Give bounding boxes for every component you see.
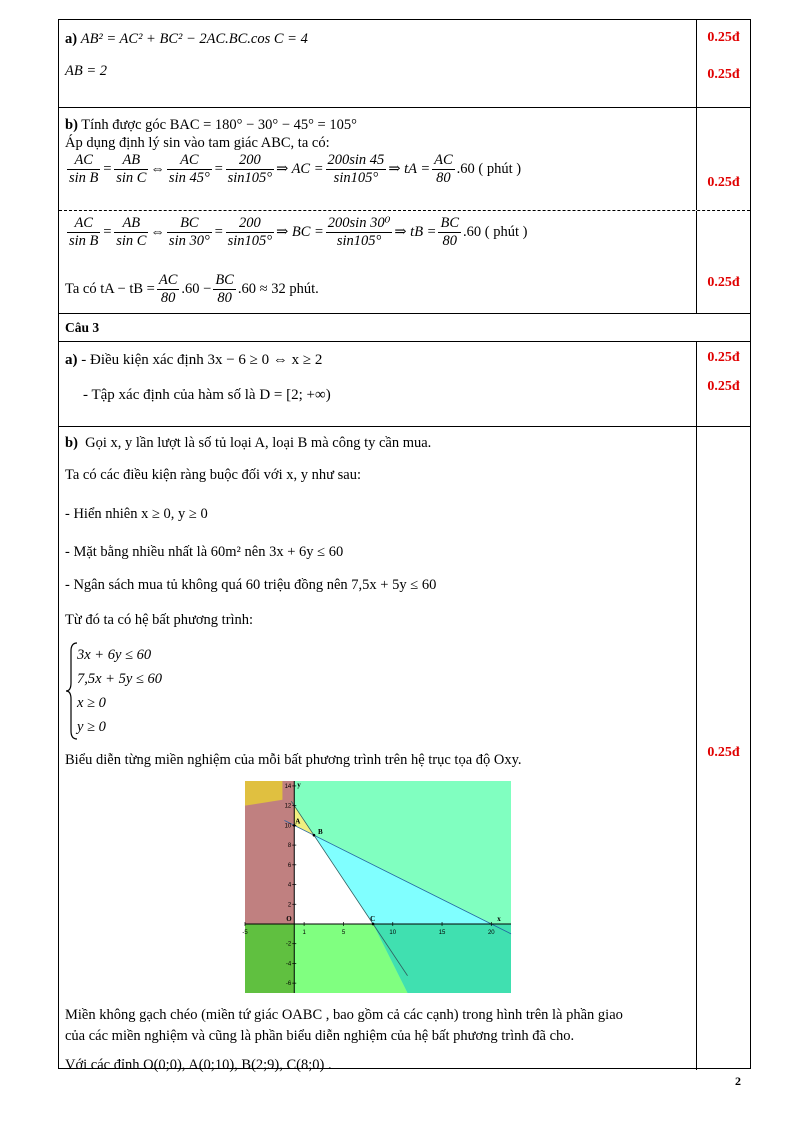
conclusion-line-1: Miền không gạch chéo (miền tứ giác OABC , bao gồm cả các cạnh) trong hình trên là phần giao — [65, 1007, 623, 1023]
row-cau3-a — [59, 342, 750, 427]
y-tick-label: 2 — [287, 902, 292, 909]
origin-label: O — [286, 914, 292, 923]
cosine-rule-eq: AB² = AC² + BC² − 2AC.BC.cos C = 4 — [80, 31, 308, 47]
sine-rule-intro: Áp dụng định lý sin vào tam giác ABC, ta có: — [65, 135, 330, 151]
page-number: 2 — [735, 1074, 741, 1088]
x-axis-label: x — [497, 914, 501, 923]
angle-bac-line: Tính được góc BAC = 180° − 30° − 45° = 105° — [81, 117, 357, 133]
question-3-title: Câu 3 — [65, 320, 100, 335]
x-tick-label: 10 — [389, 929, 397, 936]
conclusion-line-2: của các miền nghiệm và cũng là phần biểu diễn nghiệm của hệ bất phương trình đã cho. — [65, 1028, 575, 1044]
vertices-line: Với các đỉnh O(0;0), A(0;10), B(2;9), C(8;0) . — [65, 1057, 332, 1073]
y-tick-label: 10 — [284, 823, 292, 830]
vertex-label-A: A — [295, 817, 301, 826]
score-6: 0.25đ — [707, 379, 740, 394]
vertex-label-C: C — [370, 914, 376, 923]
y-tick-label: -2 — [285, 941, 292, 948]
score-3: 0.25đ — [707, 175, 740, 190]
y-axis-label: y — [297, 780, 301, 789]
x-tick-label: 5 — [341, 929, 346, 936]
constraint-budget: - Ngân sách mua tủ không quá 60 triệu đồng nên 7,5x + 5y ≤ 60 — [65, 577, 437, 593]
score-7: 0.25đ — [707, 745, 740, 760]
sine-rule-eq-1: $\frac{AC}{\text{sin B}}$ = $\frac{AB}{\text{sin C}}$ ⇔ $\frac{AC}{\sin 45^\circ}$ = $\frac{200}{\sin 105^\circ}$ ⇒ AC = $\frac{200\sin 45}{\sin 105^\circ}$ ⇒ tA = $\frac{AC}{80}$ .60 ( phút ) — [69, 152, 522, 186]
vertex-B — [313, 834, 316, 837]
constraint-nonneg: - Hiển nhiên x ≥ 0, y ≥ 0 — [65, 506, 208, 522]
row-cau3-title — [59, 314, 750, 342]
domain-condition: - Điều kiện xác định 3x − 6 ≥ 0 ⇔ x ≥ 2 — [77, 352, 323, 368]
y-tick-label: 6 — [287, 862, 292, 869]
row-cau3-b — [59, 427, 750, 1073]
row-part-b1 — [59, 108, 750, 211]
score-4: 0.25đ — [707, 275, 740, 290]
answer-table — [58, 19, 751, 1073]
feasible-region-plot — [242, 780, 511, 993]
y-tick-label: 8 — [287, 843, 292, 850]
x-tick-label: 20 — [487, 929, 495, 936]
x-tick-label: 15 — [438, 929, 446, 936]
y-tick-label: 4 — [287, 882, 292, 889]
score-1: 0.25đ — [707, 30, 740, 45]
system-eq-3: x ≥ 0 — [77, 695, 106, 711]
domain-result: - Tập xác định của hàm số là D = [2; +∞) — [83, 387, 331, 403]
system-eq-2: 7,5x + 5y ≤ 60 — [77, 671, 162, 687]
y-tick-label: -6 — [285, 981, 292, 988]
system-eq-1: 3x + 6y ≤ 60 — [77, 647, 152, 663]
time-difference-eq: Ta có tA − tB = $\frac{AC}{80}$ .60 − $\frac{BC}{80}$ .60 ≈ 32 phút. — [65, 272, 319, 306]
score-2: 0.25đ — [707, 67, 740, 82]
vertex-label-B: B — [317, 828, 323, 837]
y-tick-label: -4 — [285, 961, 292, 968]
variables-intro: Gọi x, y lần lượt là số tủ loại A, loại B mà công ty cần mua. — [85, 435, 432, 451]
sine-rule-eq-2: $\frac{AC}{\text{sin B}}$ = $\frac{AB}{\text{sin C}}$ ⇔ $\frac{BC}{\sin 30^\circ}$ = $\frac{200}{\sin 105^\circ}$ ⇒ BC = $\frac{\text{200sin 30⁰}}{\sin 105^\circ}$ ⇒ tB = $\frac{BC}{80}$ .60 ( phút ) — [69, 215, 528, 249]
x-tick-label: 1 — [302, 929, 306, 936]
graph-intro: Biểu diễn từng miền nghiệm của mỗi bất phương trình trên hệ trục tọa độ Oxy. — [65, 752, 522, 768]
constraint-area: - Mặt bằng nhiều nhất là 60m² nên 3x + 6y ≤ 60 — [65, 544, 344, 560]
vertex-C — [372, 923, 375, 926]
constraints-intro: Ta có các điều kiện ràng buộc đối với x, y như sau: — [65, 467, 361, 483]
cau3-a-label: a) — [65, 352, 78, 368]
row-part-a — [59, 20, 750, 108]
ab-result: AB = 2 — [65, 63, 107, 79]
part-b-label: b) — [65, 117, 78, 133]
row-part-b2 — [59, 211, 750, 314]
score-5: 0.25đ — [707, 350, 740, 365]
system-intro: Từ đó ta có hệ bất phương trình: — [65, 612, 254, 628]
y-tick-label: 12 — [284, 803, 292, 810]
x-tick-label: -5 — [242, 929, 248, 936]
cau3-b-label: b) — [65, 435, 78, 451]
system-eq-4: y ≥ 0 — [77, 719, 106, 735]
y-tick-label: 14 — [284, 783, 292, 790]
part-a-label: a) — [65, 31, 78, 47]
